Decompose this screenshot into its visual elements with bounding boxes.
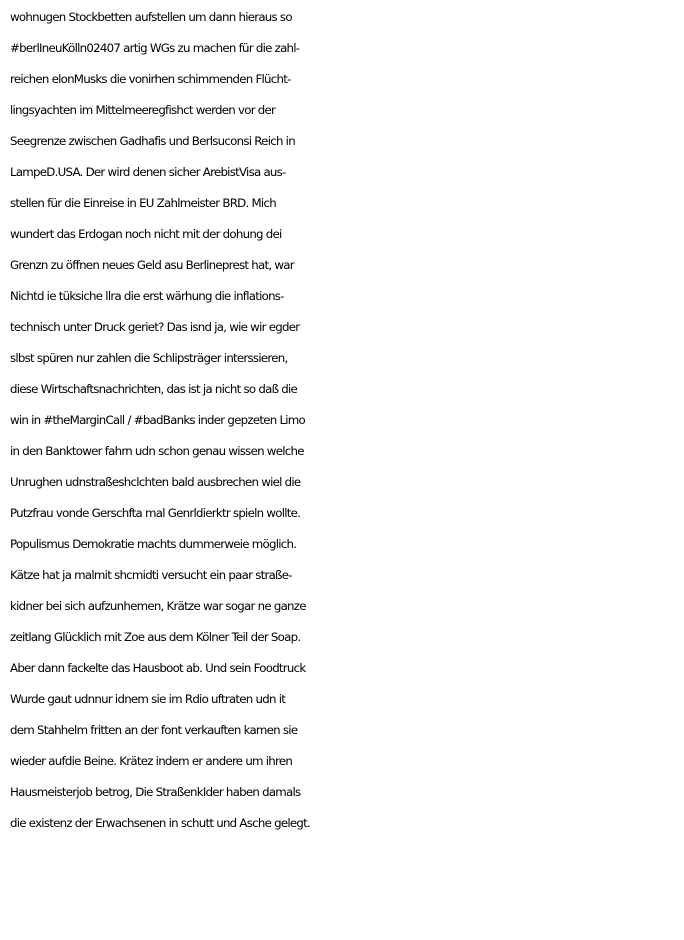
text-line: Unrughen udnstraßeshclchten bald ausbrechen wiel die — [10, 475, 301, 489]
text-line: Grenzn zu öffnen neues Geld asu Berlineprest hat, war — [10, 258, 294, 272]
text-line: Nichtd ie tüksiche llra die erst wärhung die inflations- — [10, 289, 284, 303]
text-line: LampeD.USA. Der wird denen sicher ArebistVisa aus- — [10, 165, 286, 179]
text-line: stellen für die Einreise in EU Zahlmeister BRD. Mich — [10, 196, 276, 210]
text-line: Hausmeisterjob betrog, Die StraßenkIder haben damals — [10, 785, 301, 799]
text-line: wundert das Erdogan noch nicht mit der dohung dei — [10, 227, 282, 241]
text-line: technisch unter Druck geriet? Das isnd ja, wie wir egder — [10, 320, 300, 334]
text-line: in den Banktower fahrn udn schon genau wissen welche — [10, 444, 304, 458]
text-line: wohnugen Stockbetten aufstellen um dann hieraus so — [10, 10, 292, 24]
text-line: Wurde gaut udnnur idnem sie im Rdio uftraten udn it — [10, 692, 286, 706]
text-line: lingsyachten im Mittelmeeregfishct werden vor der — [10, 103, 276, 117]
text-line: diese Wirtschaftsnachrichten, das ist ja nicht so daß die — [10, 382, 298, 396]
text-line: reichen elonMusks die vonirhen schimmenden Flücht- — [10, 72, 291, 86]
text-line: slbst spüren nur zahlen die Schlipsträger interssieren, — [10, 351, 288, 365]
text-line: die existenz der Erwachsenen in schutt und Asche gelegt. — [10, 816, 311, 830]
text-line: kidner bei sich aufzunhemen, Krätze war sogar ne ganze — [10, 599, 306, 613]
text-line: Kätze hat ja malmit shcmidti versucht ein paar straße- — [10, 568, 292, 582]
text-body — [10, 2, 680, 839]
text-line: wieder aufdie Beine. Krätez indem er andere um ihren — [10, 754, 293, 768]
text-line: #berlIneuKölln02407 artig WGs zu machen für die zahl- — [10, 41, 300, 55]
text-line: zeitlang Glücklich mit Zoe aus dem Kölner Teil der Soap. — [10, 630, 301, 644]
text-line: Populismus Demokratie machts dummerweie möglich. — [10, 537, 297, 551]
text-line: Seegrenze zwischen Gadhafis und Berlsuconsi Reich in — [10, 134, 295, 148]
text-line: dem Stahhelm fritten an der font verkauften kamen sie — [10, 723, 298, 737]
text-line: Putzfrau vonde Gerschfta mal Genrldierktr spieln wollte. — [10, 506, 301, 520]
text-line: Aber dann fackelte das Hausboot ab. Und sein Foodtruck — [10, 661, 306, 675]
text-line: win in #theMarginCall / #badBanks inder gepzeten Limo — [10, 413, 306, 427]
